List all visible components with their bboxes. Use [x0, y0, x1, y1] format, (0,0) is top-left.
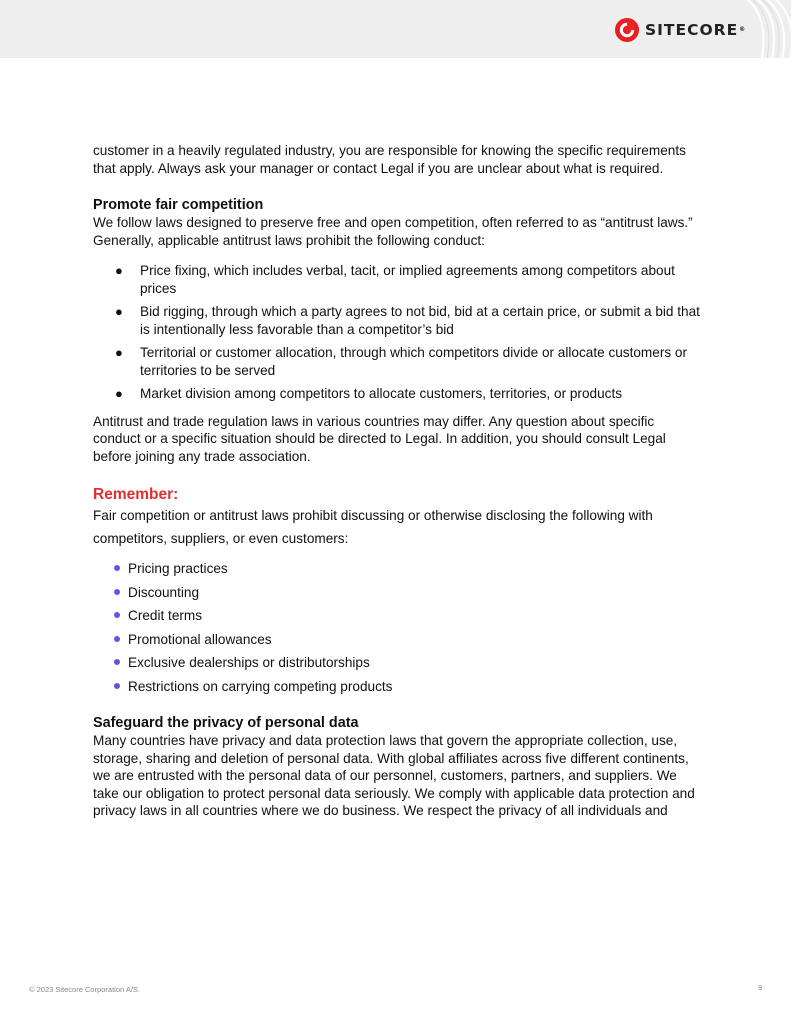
bullet-icon: [114, 659, 120, 665]
bullet-icon: ●: [115, 304, 123, 319]
bullet-icon: [114, 589, 120, 595]
bullet-icon: [114, 565, 120, 571]
list-item: Discounting: [93, 584, 703, 602]
bullet-icon: ●: [115, 386, 123, 401]
list-item: ● Territorial or customer allocation, through which competitors divide or allocate customers or territories to be served: [115, 345, 688, 378]
section-heading-competition: Promote fair competition: [93, 197, 264, 213]
remember-list: [93, 560, 703, 695]
bullet-icon: [114, 612, 120, 618]
list-item: Credit terms: [93, 607, 703, 625]
list-item: ● Bid rigging, through which a party agrees to not bid, bid at a certain price, or submit a bid that is intentionally less favorable than a competitor’s bid: [115, 304, 700, 337]
competition-closing-paragraph: Antitrust and trade regulation laws in various countries may differ. Any question about specific conduct or a specific situation should be directed to Legal. In addition, you should consult Legal before joining any trade association.: [93, 413, 666, 464]
bullet-icon: [114, 636, 120, 642]
remember-heading: Remember:: [93, 486, 179, 503]
document-body: [93, 142, 703, 820]
list-item: Pricing practices: [93, 560, 703, 578]
list-item: ● Price fixing, which includes verbal, tacit, or implied agreements among competitors about prices: [115, 263, 675, 296]
copyright-footer: © 2023 Sitecore Corporation A/S.: [29, 985, 141, 994]
remember-paragraph: Fair competition or antitrust laws prohibit discussing or otherwise disclosing the following with competitors, suppliers, or even customers:: [93, 508, 653, 546]
privacy-paragraph: Many countries have privacy and data protection laws that govern the appropriate collection, use, storage, sharing and deletion of personal data. With global affiliates across five different continents, we are entrusted with the personal data of our personnel, customers, partners, and suppliers. We take our obligation to protect personal data seriously. We comply with applicable data protection and privacy laws in all countries where we do business. We respect the privacy of all individuals and: [93, 733, 695, 818]
list-item: Exclusive dealerships or distributorships: [93, 654, 703, 672]
prohibited-conduct-list: [93, 262, 703, 403]
page-number: 9: [758, 983, 763, 992]
bullet-icon: ●: [115, 345, 123, 360]
brand-name: SITECORE®: [645, 21, 747, 39]
sitecore-logo-icon: [615, 18, 639, 42]
list-item: Restrictions on carrying competing products: [93, 678, 703, 696]
bullet-icon: ●: [115, 263, 123, 278]
list-item: Promotional allowances: [93, 631, 703, 649]
sitecore-logo: [615, 18, 746, 42]
list-item: ● Market division among competitors to allocate customers, territories, or products: [115, 386, 623, 401]
intro-paragraph: customer in a heavily regulated industry, you are responsible for knowing the specific requirements that apply. Always ask your manager or contact Legal if you are unclear about what is required.: [93, 143, 686, 176]
page-header: [0, 0, 791, 58]
bullet-icon: [114, 683, 120, 689]
section-heading-privacy: Safeguard the privacy of personal data: [93, 715, 359, 731]
competition-paragraph: We follow laws designed to preserve free and open competition, often referred to as “antitrust laws.” Generally, applicable antitrust laws prohibit the following conduct:: [93, 215, 693, 248]
